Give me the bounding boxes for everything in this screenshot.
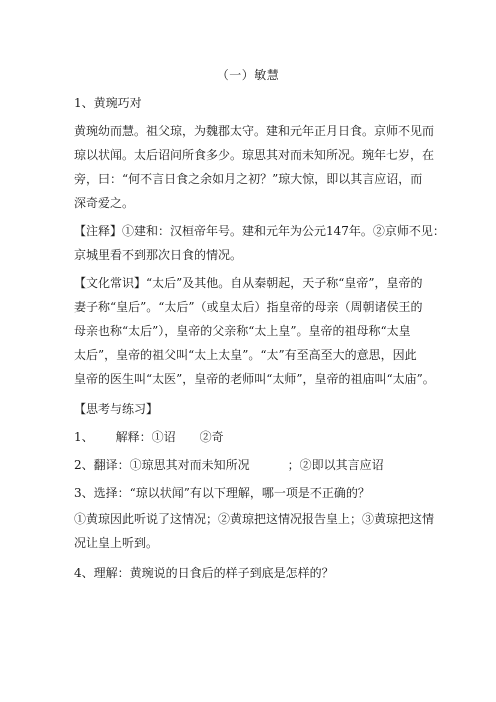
culture-line-2: 妻子称“皇后”。“太后”（或皇太后）指皇帝的母亲（周朝诸侯王的 [74, 300, 423, 314]
question-1-part-2: ②奇 [199, 430, 224, 444]
passage-line-3: 旁，曰：“何不言日食之余如月之初？”琼大惊，即以其言应诏，而 [74, 172, 423, 186]
question-3-line-3: 况让皇上听到。 [74, 536, 159, 550]
question-1 [74, 430, 224, 444]
exercise-heading: 【思考与练习】 [74, 402, 159, 416]
passage-line-1: 黄琬幼而慧。祖父琼，为魏郡太守。建和元年正月日食。京师不见而 [74, 124, 435, 138]
passage-line-2: 琼以状闻。太后诏问所食多少。琼思其对而未知所况。琬年七岁，在 [74, 148, 435, 162]
culture-line-3: 母亲也称“太后”），皇帝的父亲称“太上皇”。皇帝的祖母称“太皇 [74, 324, 411, 338]
question-1-text: 解释：①诏 [115, 430, 176, 444]
page-title: （一）敏慧 [216, 68, 280, 82]
question-1-number: 1、 [74, 430, 94, 444]
question-3-line-2: ①黄琼因此听说了这情况；②黄琼把这情况报告皇上；③黄琼把这情 [74, 512, 435, 526]
culture-line-5: 皇帝的医生叫“太医”，皇帝的老师叫“太师”，皇帝的祖庙叫“太庙”。 [74, 372, 435, 386]
section-heading: 1、黄琬巧对 [74, 96, 142, 110]
question-2 [74, 458, 384, 472]
question-4: 4、理解：黄琬说的日食后的样子到底是怎样的？ [74, 566, 334, 580]
notes-line-1: 【注释】①建和：汉桓帝年号。建和元年为公元147年。②京师不见： [74, 224, 445, 238]
passage-line-4: 深奇爱之。 [74, 196, 135, 210]
notes-line-2: 京城里看不到那次日食的情况。 [74, 248, 243, 262]
culture-line-4: 太后”，皇帝的祖父叫“太上太皇”。“太”有至高至大的意思，因此 [74, 348, 417, 362]
question-3-line-1: 3、选择：“琼以状闻”有以下理解，哪一项是不正确的？ [74, 486, 370, 500]
culture-line-1: 【文化常识】“太后”及其他。自从秦朝起，天子称“皇帝”，皇帝的 [74, 276, 423, 290]
question-2-text: 2、翻译：①琼思其对而未知所况 [74, 458, 250, 472]
question-2-part-2: ；②即以其言应诏 [287, 458, 384, 472]
